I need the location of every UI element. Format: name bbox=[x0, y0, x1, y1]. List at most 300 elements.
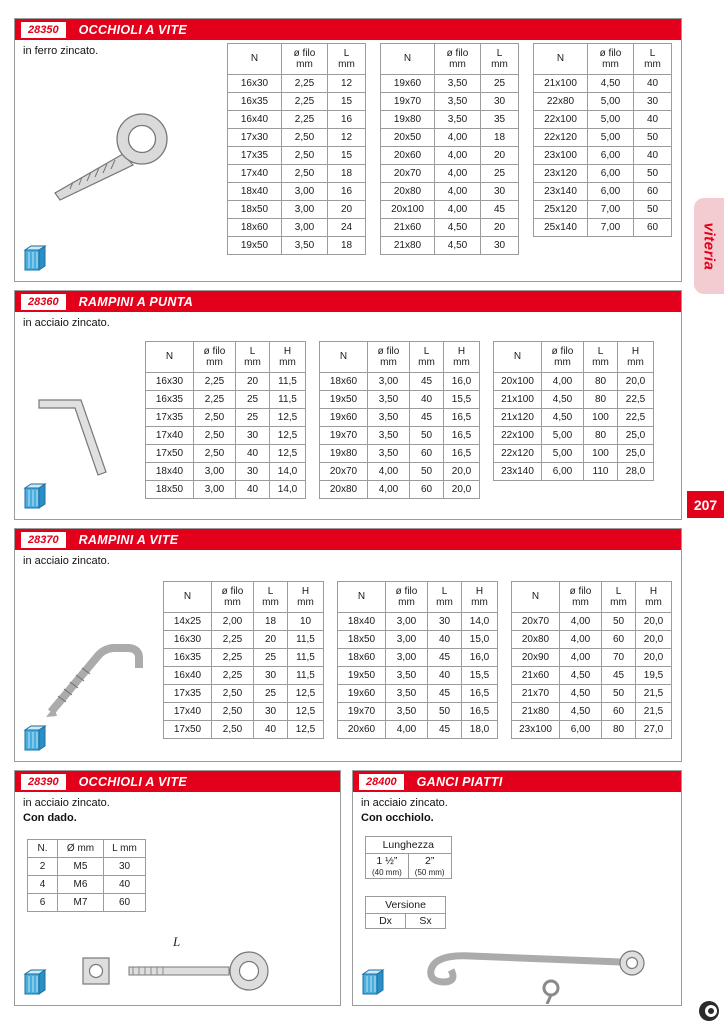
column-header: H mm bbox=[636, 582, 672, 613]
table-cell: 18x50 bbox=[338, 631, 386, 649]
table-cell: 19x80 bbox=[381, 111, 435, 129]
table-row bbox=[381, 165, 519, 183]
table-row bbox=[320, 427, 480, 445]
table-cell: 4,00 bbox=[386, 721, 428, 739]
basket-icon bbox=[22, 241, 48, 273]
table-row bbox=[381, 111, 519, 129]
table-cell: 3,50 bbox=[386, 685, 428, 703]
table-cell: 4,50 bbox=[588, 75, 634, 93]
spec-tables bbox=[163, 581, 672, 739]
table-cell: 16x35 bbox=[228, 93, 282, 111]
column-header: ø filo mm bbox=[588, 44, 634, 75]
table-cell: 20x50 bbox=[381, 129, 435, 147]
column-header: ø filo mm bbox=[282, 44, 328, 75]
table-cell: 25 bbox=[236, 409, 270, 427]
material-note: in acciaio zincato. bbox=[23, 317, 110, 329]
table-cell: 2,50 bbox=[212, 685, 254, 703]
section-title: OCCHIOLI A VITE bbox=[78, 774, 188, 789]
table-cell: 17x40 bbox=[164, 703, 212, 721]
table-cell: 3,00 bbox=[282, 183, 328, 201]
table-cell: 21,5 bbox=[636, 703, 672, 721]
table-cell: 12 bbox=[328, 129, 366, 147]
table-row bbox=[338, 703, 498, 721]
column-header: H mm bbox=[444, 342, 480, 373]
header-row bbox=[381, 44, 519, 75]
table-row bbox=[228, 165, 366, 183]
table-cell: 2,50 bbox=[194, 409, 236, 427]
table-cell: 16,5 bbox=[444, 445, 480, 463]
column-header: N bbox=[146, 342, 194, 373]
product-code: 28370 bbox=[21, 532, 66, 548]
length-size: 2” bbox=[425, 855, 435, 867]
section-header bbox=[15, 291, 681, 312]
table-cell: 45 bbox=[428, 649, 462, 667]
table-cell: 40 bbox=[104, 876, 146, 894]
table-cell: 50 bbox=[634, 201, 672, 219]
table-cell: 50 bbox=[634, 165, 672, 183]
column-header: L mm bbox=[410, 342, 444, 373]
table-cell: 16x40 bbox=[228, 111, 282, 129]
table-cell: 4,00 bbox=[560, 649, 602, 667]
table-cell: 17x35 bbox=[164, 685, 212, 703]
table-cell: 2,50 bbox=[282, 129, 328, 147]
table-cell: 20 bbox=[254, 631, 288, 649]
table-cell: 16,0 bbox=[444, 373, 480, 391]
table-row bbox=[28, 858, 146, 876]
table-cell: 16,0 bbox=[462, 649, 498, 667]
table-cell: 40 bbox=[236, 445, 270, 463]
table-cell: 20,0 bbox=[444, 481, 480, 499]
table-cell: 3,50 bbox=[386, 667, 428, 685]
column-header: Ø mm bbox=[58, 840, 104, 858]
table-cell: 19,5 bbox=[636, 667, 672, 685]
table-row bbox=[228, 129, 366, 147]
product-code: 28350 bbox=[21, 22, 66, 38]
table-cell: 3,50 bbox=[435, 75, 481, 93]
table-row bbox=[320, 409, 480, 427]
table-cell: 3,00 bbox=[386, 631, 428, 649]
column-header: H mm bbox=[288, 582, 324, 613]
page-number: 207 bbox=[687, 491, 724, 518]
column-header: N bbox=[338, 582, 386, 613]
table-cell: 2,25 bbox=[282, 75, 328, 93]
table-cell: 17x35 bbox=[228, 147, 282, 165]
table-cell: 19x60 bbox=[320, 409, 368, 427]
table-cell: 21x60 bbox=[381, 219, 435, 237]
table-row bbox=[228, 237, 366, 255]
version-option: Dx bbox=[366, 914, 406, 929]
table-cell: 2,25 bbox=[212, 667, 254, 685]
table-cell: 3,00 bbox=[386, 649, 428, 667]
table-row bbox=[164, 685, 324, 703]
table-cell: 50 bbox=[602, 685, 636, 703]
table-cell: 17x40 bbox=[146, 427, 194, 445]
spec-tables bbox=[145, 341, 654, 499]
table-cell: 3,50 bbox=[368, 445, 410, 463]
table-cell: 3,00 bbox=[368, 373, 410, 391]
table-cell: 18x40 bbox=[228, 183, 282, 201]
column-header: L mm bbox=[481, 44, 519, 75]
column-header: ø filo mm bbox=[560, 582, 602, 613]
table-cell: 18x60 bbox=[320, 373, 368, 391]
table-row bbox=[534, 111, 672, 129]
section-occhioli-a-vite-28390 bbox=[14, 770, 341, 1006]
table-cell: 21x60 bbox=[512, 667, 560, 685]
table-cell: 17x50 bbox=[146, 445, 194, 463]
table-cell: 4,00 bbox=[435, 147, 481, 165]
table-cell: 2,25 bbox=[282, 93, 328, 111]
column-header: H mm bbox=[462, 582, 498, 613]
table-cell: 27,0 bbox=[636, 721, 672, 739]
table-cell: 21x80 bbox=[381, 237, 435, 255]
table-cell: 40 bbox=[410, 391, 444, 409]
table-cell: 5,00 bbox=[542, 427, 584, 445]
table-cell: 3,50 bbox=[368, 427, 410, 445]
table-cell: 45 bbox=[410, 409, 444, 427]
table-cell: 50 bbox=[428, 703, 462, 721]
table-cell: 5,00 bbox=[588, 129, 634, 147]
table-cell: 18x40 bbox=[338, 613, 386, 631]
table-row bbox=[146, 391, 306, 409]
column-header: N bbox=[494, 342, 542, 373]
table-cell: 14,0 bbox=[270, 481, 306, 499]
table-cell: 3,00 bbox=[194, 463, 236, 481]
column-header: ø filo mm bbox=[542, 342, 584, 373]
table-cell: 6,00 bbox=[588, 183, 634, 201]
length-table bbox=[365, 836, 452, 879]
table-cell: 11,5 bbox=[288, 667, 324, 685]
spec-table bbox=[337, 581, 498, 739]
table-cell: 23x140 bbox=[494, 463, 542, 481]
table-cell: 11,5 bbox=[288, 649, 324, 667]
basket-icon bbox=[360, 965, 386, 997]
table-cell: 25 bbox=[481, 75, 519, 93]
table-cell: 20 bbox=[481, 219, 519, 237]
header-row bbox=[28, 840, 146, 858]
table-cell: 21x80 bbox=[512, 703, 560, 721]
table-row bbox=[320, 481, 480, 499]
table-row bbox=[28, 894, 146, 912]
spec-table bbox=[533, 43, 672, 237]
table-cell: 18x50 bbox=[146, 481, 194, 499]
table-cell: 20,0 bbox=[618, 373, 654, 391]
table-cell: 20x80 bbox=[381, 183, 435, 201]
table-cell: 30 bbox=[104, 858, 146, 876]
table-cell: 18 bbox=[328, 165, 366, 183]
table-row bbox=[146, 409, 306, 427]
table-cell: 40 bbox=[236, 481, 270, 499]
table-cell: 17x30 bbox=[228, 129, 282, 147]
table-cell: 20x60 bbox=[338, 721, 386, 739]
table-cell: 40 bbox=[634, 111, 672, 129]
table-cell: 2,25 bbox=[194, 373, 236, 391]
table-cell: 45 bbox=[602, 667, 636, 685]
table-cell: 22x120 bbox=[494, 445, 542, 463]
table-cell: 22,5 bbox=[618, 391, 654, 409]
table-row bbox=[512, 613, 672, 631]
spec-table bbox=[493, 341, 654, 481]
table-cell: 30 bbox=[236, 463, 270, 481]
table-cell: M5 bbox=[58, 858, 104, 876]
table-cell: 30 bbox=[236, 427, 270, 445]
column-header: N bbox=[512, 582, 560, 613]
table-cell: 16,5 bbox=[462, 685, 498, 703]
table-cell: 12 bbox=[328, 75, 366, 93]
table-cell: 3,50 bbox=[368, 391, 410, 409]
length-title: Lunghezza bbox=[366, 837, 452, 854]
table-cell: 6,00 bbox=[588, 147, 634, 165]
table-cell: 16x30 bbox=[164, 631, 212, 649]
table-cell: 19x80 bbox=[320, 445, 368, 463]
table-cell: 30 bbox=[254, 667, 288, 685]
column-header: L mm bbox=[428, 582, 462, 613]
basket-icon bbox=[22, 965, 48, 997]
column-header: N. bbox=[28, 840, 58, 858]
table-cell: 4,00 bbox=[435, 201, 481, 219]
column-header: ø filo mm bbox=[368, 342, 410, 373]
table-cell: 45 bbox=[410, 373, 444, 391]
table-cell: 15,5 bbox=[462, 667, 498, 685]
section-title: RAMPINI A VITE bbox=[78, 532, 179, 547]
table-cell: 20,0 bbox=[636, 649, 672, 667]
table-cell: M6 bbox=[58, 876, 104, 894]
table-row bbox=[164, 631, 324, 649]
table-row bbox=[164, 703, 324, 721]
column-header: N bbox=[228, 44, 282, 75]
header-row bbox=[146, 342, 306, 373]
table-cell: 40 bbox=[634, 75, 672, 93]
table-cell: 14,0 bbox=[270, 463, 306, 481]
header-row bbox=[366, 897, 446, 914]
table-cell: 40 bbox=[428, 667, 462, 685]
table-cell: 2,50 bbox=[212, 703, 254, 721]
table-cell: 20,0 bbox=[636, 631, 672, 649]
column-header: L mm bbox=[328, 44, 366, 75]
section-title: RAMPINI A PUNTA bbox=[78, 294, 194, 309]
table-cell: 3,50 bbox=[435, 93, 481, 111]
table-cell: 25 bbox=[236, 391, 270, 409]
table-cell: 21x100 bbox=[494, 391, 542, 409]
table-cell: 4 bbox=[28, 876, 58, 894]
table-cell: 15 bbox=[328, 93, 366, 111]
table-cell: 4,00 bbox=[368, 463, 410, 481]
table-cell: 21,5 bbox=[636, 685, 672, 703]
table-row bbox=[338, 613, 498, 631]
table-cell: 22x100 bbox=[494, 427, 542, 445]
table-row bbox=[146, 463, 306, 481]
feature-note: Con dado. bbox=[23, 812, 77, 824]
length-mm: (50 mm) bbox=[414, 867, 445, 877]
table-row bbox=[512, 667, 672, 685]
spec-tables bbox=[227, 43, 672, 255]
table-cell: 45 bbox=[428, 721, 462, 739]
table-cell: 20x100 bbox=[381, 201, 435, 219]
table-cell: 5,00 bbox=[588, 111, 634, 129]
table-cell: 12,5 bbox=[270, 409, 306, 427]
table-cell: 18x60 bbox=[338, 649, 386, 667]
table-cell: 35 bbox=[481, 111, 519, 129]
table-cell: 19x60 bbox=[338, 685, 386, 703]
table-cell: 10 bbox=[288, 613, 324, 631]
spec-table bbox=[380, 43, 519, 255]
table-cell: 30 bbox=[428, 613, 462, 631]
table-row bbox=[512, 685, 672, 703]
table-cell: 11,5 bbox=[270, 373, 306, 391]
table-cell: 60 bbox=[602, 703, 636, 721]
section-header bbox=[15, 771, 340, 792]
table-row bbox=[338, 667, 498, 685]
table-cell: 20 bbox=[328, 201, 366, 219]
table-row bbox=[228, 201, 366, 219]
table-row bbox=[164, 667, 324, 685]
table-cell: 12,5 bbox=[288, 721, 324, 739]
table-cell: 18 bbox=[328, 237, 366, 255]
table-cell: 20x60 bbox=[381, 147, 435, 165]
table-cell: 40 bbox=[428, 631, 462, 649]
table-cell: 16x35 bbox=[164, 649, 212, 667]
table-cell: 100 bbox=[584, 409, 618, 427]
section-body bbox=[15, 40, 681, 281]
basket-icon bbox=[22, 479, 48, 511]
table-row bbox=[228, 183, 366, 201]
spec-table bbox=[319, 341, 480, 499]
table-row bbox=[512, 649, 672, 667]
table-row bbox=[512, 703, 672, 721]
table-cell: 100 bbox=[584, 445, 618, 463]
table-cell: 2 bbox=[28, 858, 58, 876]
table-cell: 18,0 bbox=[462, 721, 498, 739]
table-cell: 25 bbox=[254, 649, 288, 667]
table-cell: 12,5 bbox=[288, 703, 324, 721]
table-cell: 11,5 bbox=[288, 631, 324, 649]
table-cell: 45 bbox=[481, 201, 519, 219]
table-cell: 7,00 bbox=[588, 201, 634, 219]
column-header: ø filo mm bbox=[386, 582, 428, 613]
table-row bbox=[146, 481, 306, 499]
material-note: in acciaio zincato. bbox=[23, 555, 110, 567]
table-row bbox=[512, 721, 672, 739]
table-row bbox=[28, 876, 146, 894]
table-cell: 16 bbox=[328, 183, 366, 201]
spec-table bbox=[511, 581, 672, 739]
table-cell: 4,00 bbox=[435, 129, 481, 147]
table-cell: 4,50 bbox=[560, 685, 602, 703]
table-cell: 4,00 bbox=[435, 165, 481, 183]
table-cell: 25 bbox=[254, 685, 288, 703]
column-header: N bbox=[534, 44, 588, 75]
section-body bbox=[353, 792, 681, 1005]
table-cell: 15 bbox=[328, 147, 366, 165]
table-cell: 20x70 bbox=[381, 165, 435, 183]
table-cell: 23x100 bbox=[534, 147, 588, 165]
product-code: 28390 bbox=[21, 774, 66, 790]
length-option bbox=[366, 854, 409, 879]
table-cell: 80 bbox=[584, 373, 618, 391]
table-cell: 4,00 bbox=[435, 183, 481, 201]
table-row bbox=[494, 373, 654, 391]
column-header: L mm bbox=[634, 44, 672, 75]
table-cell: 12,5 bbox=[288, 685, 324, 703]
table-row bbox=[494, 391, 654, 409]
table-cell: 2,25 bbox=[212, 649, 254, 667]
header-row bbox=[320, 342, 480, 373]
table-cell: 23x140 bbox=[534, 183, 588, 201]
table-row bbox=[228, 219, 366, 237]
column-header: L mm bbox=[602, 582, 636, 613]
table-cell: 11,5 bbox=[270, 391, 306, 409]
table-row bbox=[381, 75, 519, 93]
table-row bbox=[228, 111, 366, 129]
table-cell: 20x80 bbox=[320, 481, 368, 499]
version-option: Sx bbox=[406, 914, 446, 929]
header-row bbox=[228, 44, 366, 75]
table-cell: 4,00 bbox=[560, 631, 602, 649]
material-note: in acciaio zincato. bbox=[361, 797, 448, 809]
table-cell: 2,00 bbox=[212, 613, 254, 631]
column-header: ø filo mm bbox=[435, 44, 481, 75]
header-row bbox=[512, 582, 672, 613]
table-row bbox=[228, 75, 366, 93]
table-cell: 60 bbox=[602, 631, 636, 649]
table-cell: 16x30 bbox=[228, 75, 282, 93]
section-rampini-a-vite-28370 bbox=[14, 528, 682, 762]
category-label: viteria bbox=[700, 222, 718, 270]
table-cell: 17x50 bbox=[164, 721, 212, 739]
table-cell: 28,0 bbox=[618, 463, 654, 481]
table-cell: 2,50 bbox=[282, 147, 328, 165]
table-cell: 2,25 bbox=[194, 391, 236, 409]
product-image-eye-bolt-with-nut bbox=[73, 942, 283, 1004]
table-cell: 2,25 bbox=[282, 111, 328, 129]
column-header: L mm bbox=[236, 342, 270, 373]
table-cell: 14x25 bbox=[164, 613, 212, 631]
table-cell: 17x35 bbox=[146, 409, 194, 427]
column-header: ø filo mm bbox=[212, 582, 254, 613]
table-cell: 16,5 bbox=[444, 409, 480, 427]
table-cell: 20x80 bbox=[512, 631, 560, 649]
section-body bbox=[15, 792, 340, 1005]
table-cell: 6 bbox=[28, 894, 58, 912]
table-cell: 3,00 bbox=[282, 201, 328, 219]
table-cell: 21x120 bbox=[494, 409, 542, 427]
table-cell: 50 bbox=[602, 613, 636, 631]
table-row bbox=[164, 721, 324, 739]
publisher-logo-icon bbox=[698, 1000, 720, 1022]
table-cell: 4,50 bbox=[542, 391, 584, 409]
table-row bbox=[338, 721, 498, 739]
table-cell: 20x70 bbox=[512, 613, 560, 631]
table-row bbox=[338, 685, 498, 703]
table-row bbox=[381, 147, 519, 165]
table-cell: 2,50 bbox=[194, 445, 236, 463]
table-row bbox=[381, 201, 519, 219]
table-cell: 21x70 bbox=[512, 685, 560, 703]
table-row bbox=[494, 427, 654, 445]
table-cell: 30 bbox=[481, 237, 519, 255]
table-row bbox=[534, 165, 672, 183]
table-cell: 19x70 bbox=[320, 427, 368, 445]
table-cell: 25,0 bbox=[618, 445, 654, 463]
column-header: ø filo mm bbox=[194, 342, 236, 373]
table-cell: 24 bbox=[328, 219, 366, 237]
length-size: 1 ½” bbox=[376, 855, 398, 867]
table-cell: 4,50 bbox=[560, 667, 602, 685]
table-cell: 19x70 bbox=[381, 93, 435, 111]
table-cell: 3,00 bbox=[282, 219, 328, 237]
table-cell: 30 bbox=[481, 93, 519, 111]
table-row bbox=[381, 93, 519, 111]
version-title: Versione bbox=[366, 897, 446, 914]
